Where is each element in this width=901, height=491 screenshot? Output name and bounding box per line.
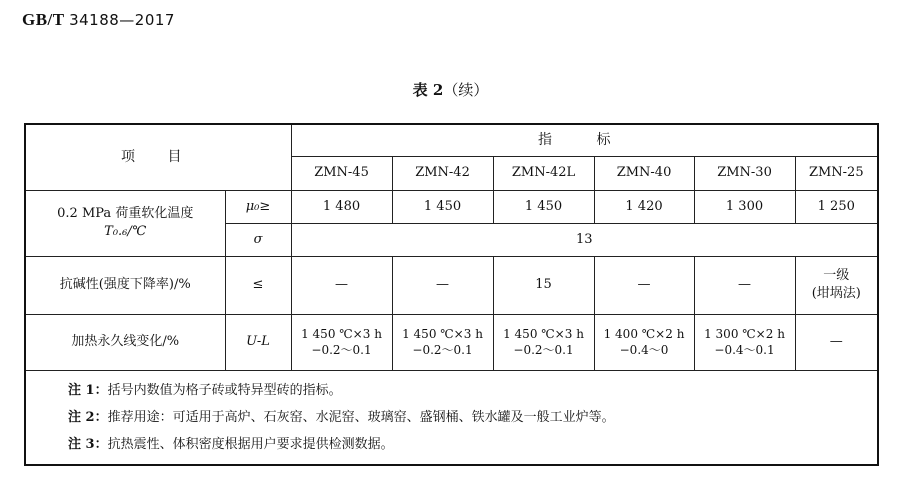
table-cell: 1 250 <box>795 190 878 223</box>
table-caption-suffix: （续） <box>443 81 489 99</box>
table-cell: — <box>392 256 493 314</box>
reheat-value: −0.4～0.1 <box>714 343 775 357</box>
table-cell: — <box>594 256 694 314</box>
item-header: 项 目 <box>25 124 291 190</box>
note-item <box>68 377 877 404</box>
reheat-label: 加热永久线变化/% <box>25 314 225 370</box>
grade-header: ZMN-42 <box>392 156 493 190</box>
table-cell: 1 480 <box>291 190 392 223</box>
note-text: 抗热震性、体积密度根据用户要求提供检测数据。 <box>107 436 394 452</box>
alkali-last-cell <box>795 256 878 314</box>
grade-header: ZMN-25 <box>795 156 878 190</box>
refractoriness-label-line2: T₀.₆/℃ <box>104 224 147 239</box>
refractoriness-label <box>25 190 225 256</box>
table-cell <box>594 314 694 370</box>
mu-symbol: μ₀≥ <box>225 190 291 223</box>
table-cell: 1 420 <box>594 190 694 223</box>
standard-prefix: GB/T <box>22 10 65 29</box>
reheat-condition: 1 300 ℃×2 h <box>704 326 785 341</box>
note-text: 括号内数值为格子砖或特异型砖的指标。 <box>107 382 342 398</box>
table-number: 表 2 <box>412 81 444 99</box>
spec-table-wrapper <box>24 123 877 466</box>
grade-header: ZMN-30 <box>694 156 795 190</box>
notes-cell <box>25 370 878 465</box>
note-label: 注 3： <box>68 436 108 452</box>
header-row-1 <box>25 124 878 156</box>
sigma-value: 13 <box>291 223 878 256</box>
table-cell: 1 450 <box>493 190 594 223</box>
standard-number: 34188—2017 <box>69 11 175 29</box>
table-cell <box>291 314 392 370</box>
table-cell <box>493 314 594 370</box>
standard-code <box>22 10 175 30</box>
alkali-label: 抗碱性(强度下降率)/% <box>25 256 225 314</box>
alkali-symbol: ≤ <box>225 256 291 314</box>
note-label: 注 1： <box>68 382 108 398</box>
grade-header: ZMN-45 <box>291 156 392 190</box>
reheat-row <box>25 314 878 370</box>
refractoriness-label-line1: 0.2 MPa 荷重软化温度 <box>57 206 194 222</box>
alkali-row <box>25 256 878 314</box>
table-cell: — <box>291 256 392 314</box>
note-item <box>68 431 877 458</box>
table-cell <box>392 314 493 370</box>
reheat-value: −0.2～0.1 <box>412 343 473 357</box>
note-label: 注 2： <box>68 409 108 425</box>
notes-row <box>25 370 878 465</box>
reheat-condition: 1 400 ℃×2 h <box>603 326 685 341</box>
reheat-condition: 1 450 ℃×3 h <box>402 326 483 341</box>
grade-header: ZMN-42L <box>493 156 594 190</box>
table-cell: 1 300 <box>694 190 795 223</box>
reheat-value: −0.2～0.1 <box>311 343 372 357</box>
grade-header: ZMN-40 <box>594 156 694 190</box>
reheat-condition: 1 450 ℃×3 h <box>503 326 584 341</box>
table-cell: 15 <box>493 256 594 314</box>
refractoriness-mu-row <box>25 190 878 223</box>
reheat-symbol: U-L <box>225 314 291 370</box>
table-cell: 1 450 <box>392 190 493 223</box>
reheat-condition: 1 450 ℃×3 h <box>301 326 382 341</box>
table-caption <box>0 79 901 100</box>
table-cell <box>694 314 795 370</box>
alkali-last-line2: (坩埚法) <box>811 286 861 301</box>
note-item <box>68 404 877 431</box>
alkali-last-line1: 一级 <box>823 268 850 284</box>
spec-table <box>24 123 879 466</box>
sigma-symbol: σ <box>225 223 291 256</box>
note-text: 推荐用途：可适用于高炉、石灰窑、水泥窑、玻璃窑、盛钢桶、铁水罐及一般工业炉等。 <box>107 409 615 425</box>
table-cell: — <box>795 314 878 370</box>
reheat-value: −0.4～0 <box>619 343 669 357</box>
table-cell: — <box>694 256 795 314</box>
index-header: 指 标 <box>291 124 878 156</box>
reheat-value: −0.2～0.1 <box>513 343 574 357</box>
